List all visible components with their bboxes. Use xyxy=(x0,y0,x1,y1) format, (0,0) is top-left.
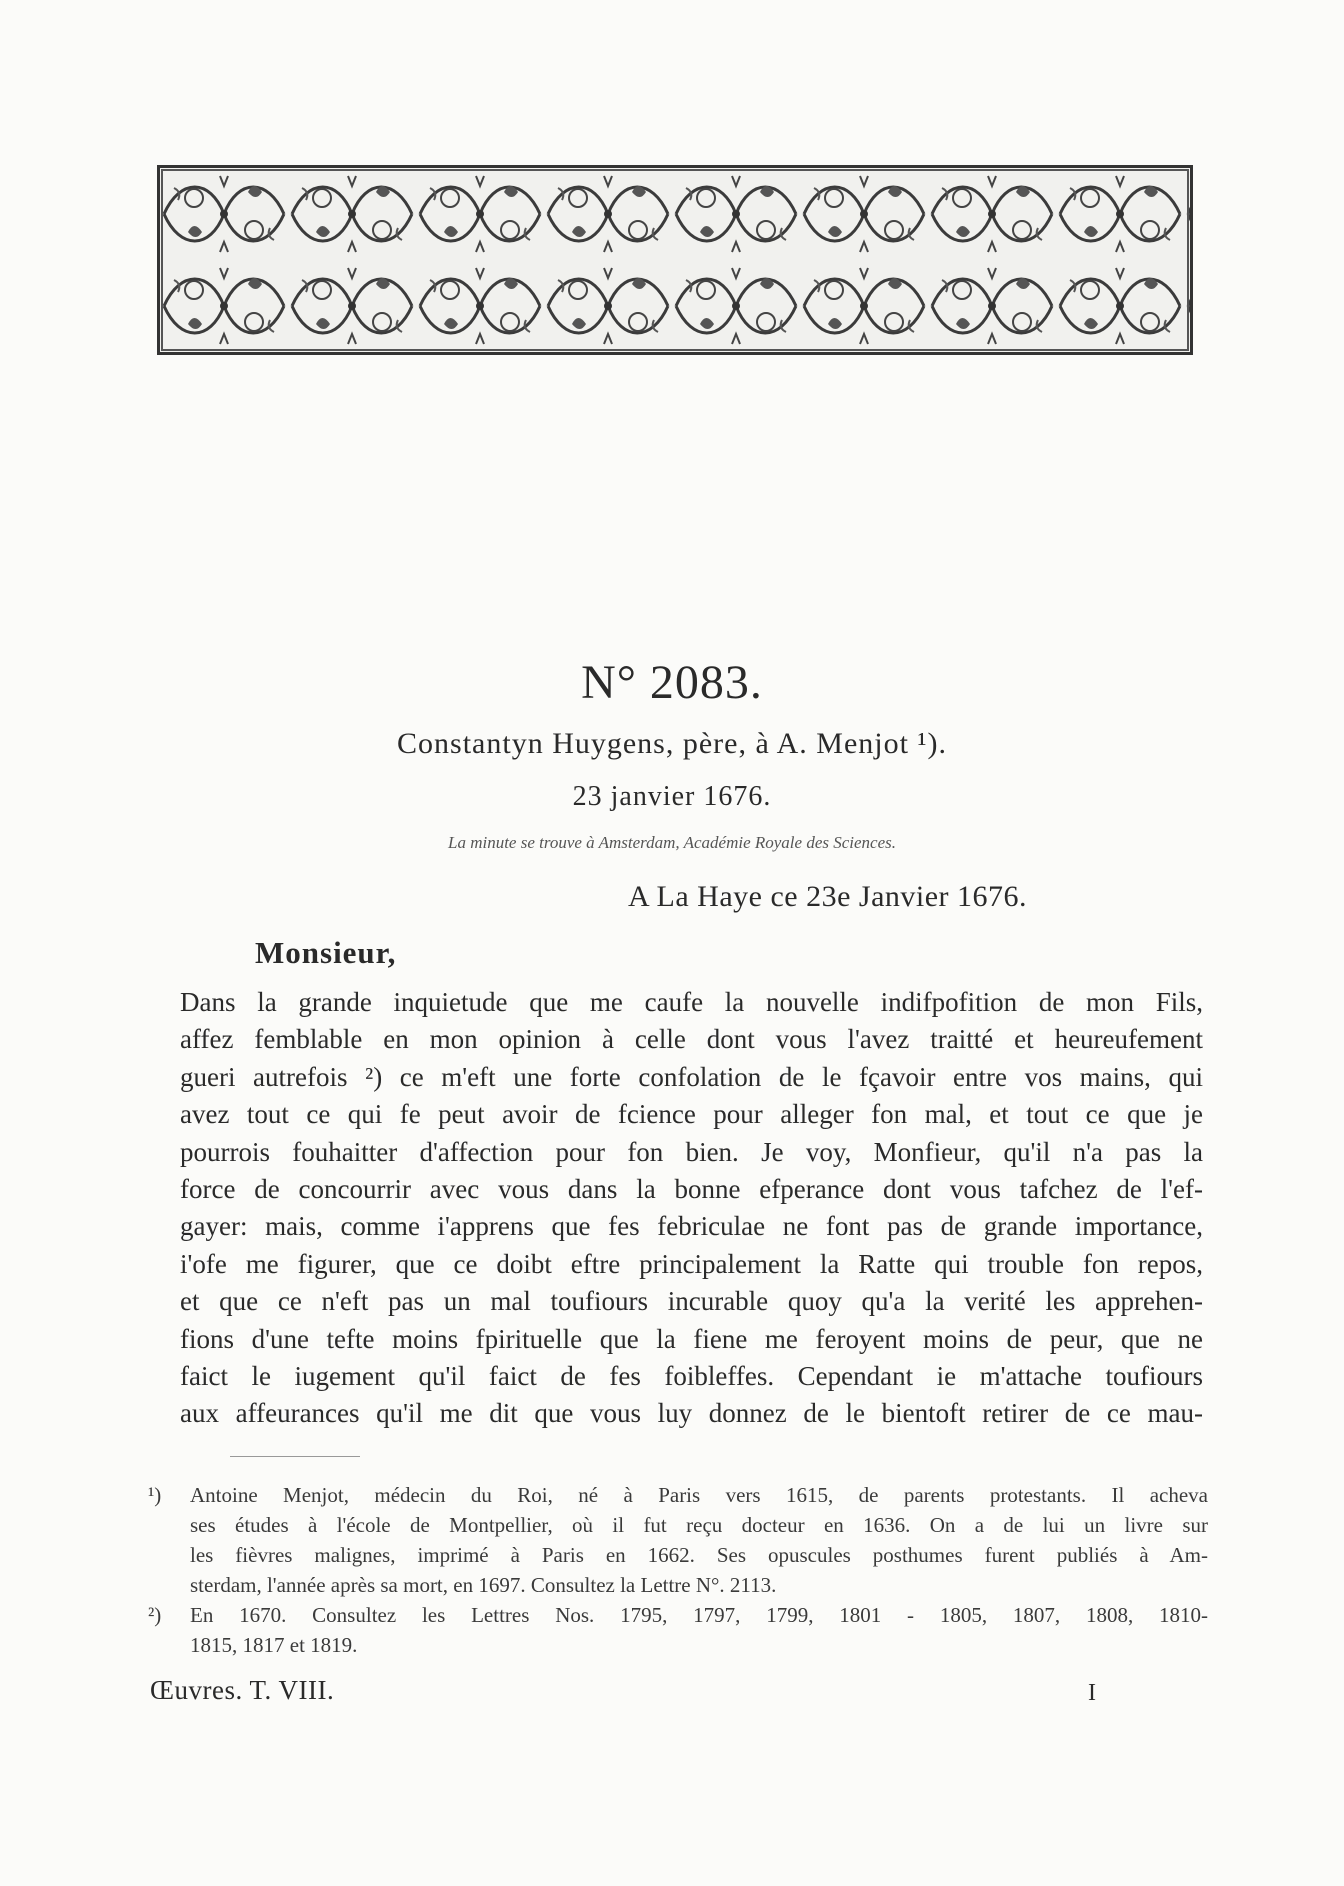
body-line: force de concourrir avec vous dans la bonne efperance dont vous tafchez de l'ef- xyxy=(180,1173,1203,1204)
body-line: Dans la grande inquietude que me caufe la nouvelle indifpofition de mon Fils, xyxy=(180,987,1203,1017)
body-line: et que ce n'eft pas un mal toufiours incurable quoy qu'a la verité les apprehen- xyxy=(180,1286,1203,1317)
footnote-line: ses études à l'école de Montpellier, où il fut reçu docteur en 1636. On a de lui un livre sur xyxy=(190,1513,1208,1537)
footnote-line: sterdam, l'année après sa mort, en 1697. Consultez la Lettre N°. 2113. xyxy=(190,1573,777,1597)
letter-date: 23 janvier 1676. xyxy=(572,781,772,812)
body-line: gueri autrefois ²) ce m'eft une forte confolation de le fçavoir entre vos mains, qui xyxy=(180,1061,1203,1092)
body-line: aux affeurances qu'il me dit que vous luy donnez de le bientoft retirer de ce mau- xyxy=(180,1398,1203,1429)
footnote-line: Antoine Menjot, médecin du Roi, né à Paris vers 1615, de parents protestants. Il acheva xyxy=(190,1483,1208,1507)
place-and-date: A La Haye ce 23e Janvier 1676. xyxy=(628,880,1028,913)
body-line: i'ofe me figurer, que ce doibt eftre principalement la Ratte qui trouble fon repos, xyxy=(180,1248,1203,1279)
body-line: pourrois fouhaitter d'affection pour fon bien. Je voy, Monfieur, qu'il n'a pas la xyxy=(180,1136,1203,1167)
footnote-line: les fièvres malignes, imprimé à Paris en 1662. Ses opuscules posthumes furent publiés à Am- xyxy=(190,1543,1208,1567)
body-line: faict le iugement qu'il faict de fes foibleffes. Cependant ie m'attache toufiours xyxy=(180,1360,1203,1391)
footnote-1 xyxy=(148,1480,1208,1600)
footnote-mark: ¹) xyxy=(148,1483,162,1507)
page-number: I xyxy=(1088,1680,1096,1706)
body-line: fions d'une tefte moins fpirituelle que la fiene me feroyent moins de peur, que ne xyxy=(180,1323,1203,1354)
body-line: avez tout ce qui fe peut avoir de fcience pour alleger fon mal, et tout ce que je xyxy=(180,1099,1203,1130)
letter-body xyxy=(180,984,1203,1433)
ornament-pattern-icon xyxy=(160,168,1190,352)
footnote-divider xyxy=(230,1456,360,1457)
body-line: affez femblable en mon opinion à celle dont vous l'avez traitté et heureufement xyxy=(180,1024,1203,1055)
footnote-line: En 1670. Consultez les Lettres Nos. 1795, 1797, 1799, 1801 - 1805, 1807, 1808, 1810- xyxy=(190,1603,1208,1627)
volume-label: Œuvres. T. VIII. xyxy=(150,1675,335,1705)
letter-number: N° 2083. xyxy=(581,656,763,709)
footnote-2 xyxy=(148,1600,1208,1660)
footnote-line: 1815, 1817 et 1819. xyxy=(190,1633,358,1657)
body-line: gayer: mais, comme i'apprens que fes febriculae ne font pas de grande importance, xyxy=(180,1211,1203,1242)
ornamental-header-band xyxy=(157,165,1193,355)
letter-sender-recipient: Constantyn Huygens, père, à A. Menjot ¹). xyxy=(397,727,947,760)
footnote-mark: ²) xyxy=(148,1603,162,1627)
footnotes xyxy=(148,1480,1208,1660)
manuscript-source: La minute se trouve à Amsterdam, Académie Royale des Sciences. xyxy=(447,833,897,852)
salutation: Monsieur, xyxy=(255,935,397,970)
